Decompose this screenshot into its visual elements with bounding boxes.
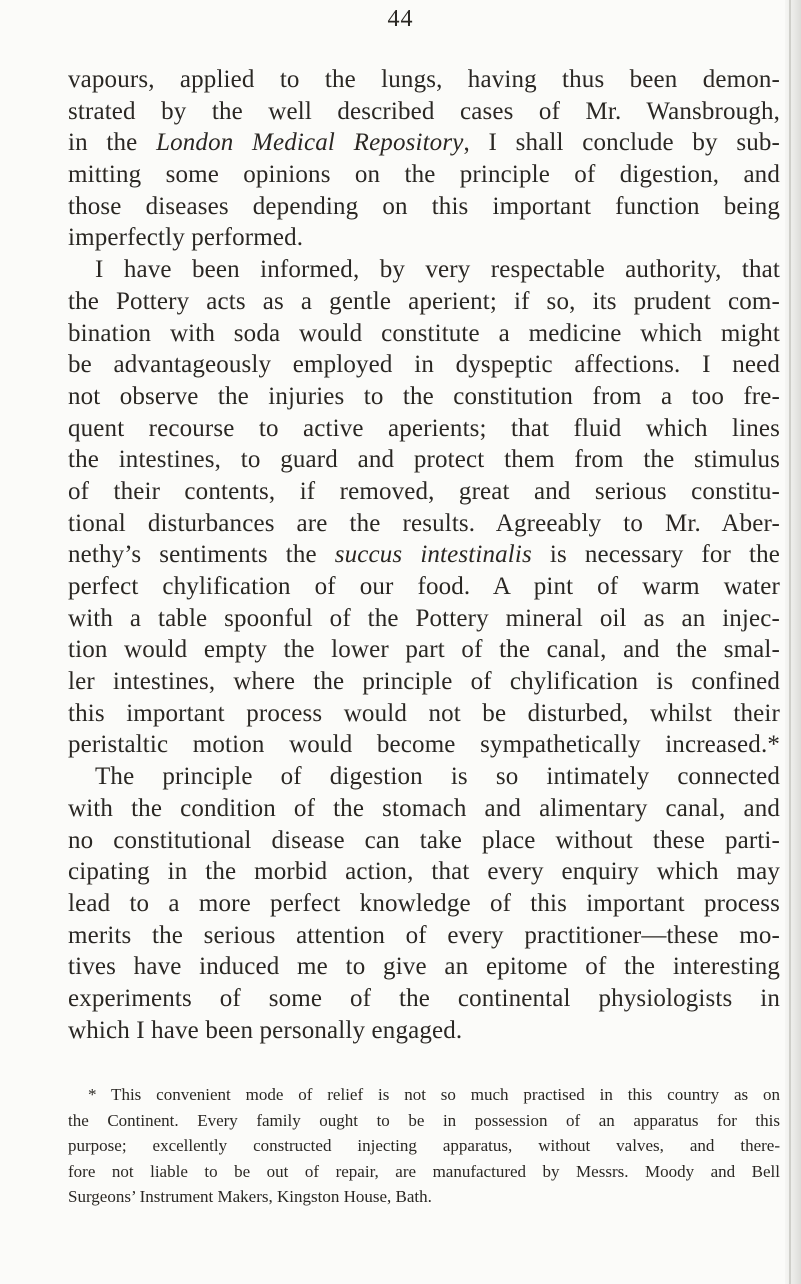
body-line-25: no constitutional disease can take place without these parti-	[68, 826, 780, 854]
footnote	[68, 1082, 780, 1210]
body-line-14: of their contents, if removed, great and serious constitu-	[68, 477, 780, 505]
body-line-5: those diseases depending on this important function being	[68, 192, 780, 220]
body-line-7: I have been informed, by very respectable authority, that	[95, 256, 780, 284]
body-line-19: tion would empty the lower part of the canal, and the smal-	[68, 636, 780, 664]
body-line-21: this important process would not be disturbed, whilst their	[68, 699, 780, 727]
body-line-3: in the London Medical Repository, I shall conclude by sub-	[68, 129, 780, 157]
body-line-18: with a table spoonful of the Pottery mineral oil as an injec-	[68, 604, 780, 632]
body-line-24: with the condition of the stomach and alimentary canal, and	[68, 794, 780, 822]
body-line-4: mitting some opinions on the principle of digestion, and	[68, 161, 780, 189]
body-line-22: peristaltic motion would become sympathetically increased.*	[68, 731, 780, 759]
body-line-1: vapours, applied to the lungs, having thus been demon-	[68, 66, 780, 93]
body-line-17: perfect chylification of our food. A pint of warm water	[68, 573, 780, 600]
body-text	[68, 64, 780, 1046]
footnote-line-5: Surgeons’ Instrument Makers, Kingston House, Bath.	[68, 1187, 432, 1206]
page-number: 44	[387, 6, 414, 32]
footnote-line-1: * This convenient mode of relief is not so much practised in this country as on	[88, 1085, 780, 1104]
body-line-15: tional disturbances are the results. Agreeably to Mr. Aber-	[68, 509, 780, 537]
body-line-29: tives have induced me to give an epitome of the interesting	[68, 953, 780, 981]
body-line-27: lead to a more perfect knowledge of this important process	[68, 889, 780, 917]
body-line-16: nethy’s sentiments the succus intestinalis is necessary for the	[68, 541, 781, 569]
footnote-line-4: fore not liable to be out of repair, are manufactured by Messrs. Moody and Bell	[68, 1161, 780, 1181]
body-line-30: experiments of some of the continental physiologists in	[68, 984, 780, 1012]
body-line-31: which I have been personally engaged.	[68, 1016, 463, 1044]
page-edge	[785, 0, 801, 1284]
footnote-line-3: purpose; excellently constructed injecting apparatus, without valves, and there-	[68, 1136, 780, 1155]
italic-term: London Medical Repository	[156, 129, 464, 157]
page-edge-line	[789, 0, 791, 1284]
italic-term: succus intestinalis	[334, 541, 532, 569]
body-line-26: cipating in the morbid action, that every enquiry which may	[68, 858, 780, 886]
body-line-12: quent recourse to active aperients; that fluid which lines	[68, 414, 780, 442]
body-line-23: The principle of digestion is so intimately connected	[95, 763, 780, 791]
body-line-8: the Pottery acts as a gentle aperient; if so, its prudent com-	[68, 287, 780, 315]
footnote-line-2: the Continent. Every family ought to be in possession of an apparatus for this	[68, 1110, 780, 1130]
body-line-6: imperfectly performed.	[68, 224, 304, 252]
body-line-2: strated by the well described cases of Mr. Wansbrough,	[68, 97, 780, 125]
body-line-10: be advantageously employed in dyspeptic affections. I need	[68, 351, 780, 379]
body-line-13: the intestines, to guard and protect them from the stimulus	[68, 446, 780, 474]
body-line-20: ler intestines, where the principle of chylification is confined	[68, 668, 780, 696]
body-line-9: bination with soda would constitute a medicine which might	[68, 319, 780, 347]
body-line-11: not observe the injuries to the constitution from a too fre-	[68, 382, 780, 410]
body-line-28: merits the serious attention of every practitioner—these mo-	[68, 921, 780, 949]
